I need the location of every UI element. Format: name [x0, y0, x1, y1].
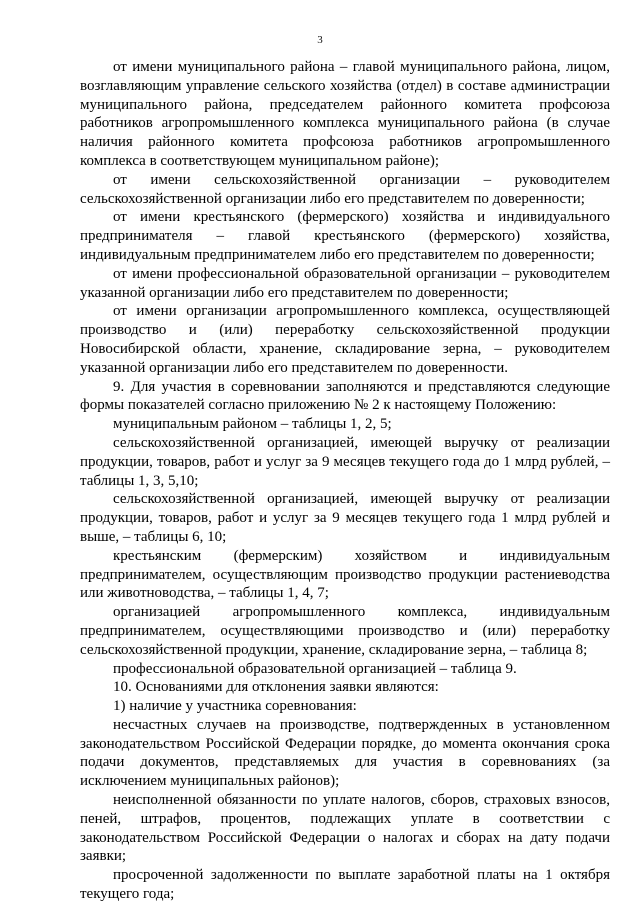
paragraph: неисполненной обязанности по уплате налогов, сборов, страховых взносов, пеней, штрафов, процентов, подлежащих уплате в соответствии с законодательством Российской Федерации о налогах и сборах на дату подачи заявки;: [80, 792, 610, 865]
paragraph: от имени организации агропромышленного комплекса, осуществляющей производство и (или) переработку сельскохозяйственной продукции Новосибирской области, хранение, складирование зерна, – руководителем указанной организации либо его представителем по доверенности.: [80, 303, 610, 376]
paragraph: от имени крестьянского (фермерского) хозяйства и индивидуального предпринимателя – главой крестьянского (фермерского) хозяйства, индивидуальным предпринимателем либо его представителем по доверенности;: [80, 209, 610, 263]
paragraph: просроченной задолженности по выплате заработной платы на 1 октября текущего года;: [80, 867, 610, 903]
paragraph: от имени сельскохозяйственной организации – руководителем сельскохозяйственной организации либо его представителем по доверенности;: [80, 171, 610, 207]
paragraph: 9. Для участия в соревновании заполняются и представляются следующие формы показателей согласно приложению № 2 к настоящему Положению:: [80, 378, 610, 414]
paragraph: 10. Основаниями для отклонения заявки являются:: [113, 679, 439, 696]
paragraph: сельскохозяйственной организацией, имеющей выручку от реализации продукции, товаров, работ и услуг за 9 месяцев текущего года 1 млрд рублей и выше, – таблицы 6, 10;: [80, 491, 610, 545]
paragraph: крестьянским (фермерским) хозяйством и индивидуальным предпринимателем, осуществляющим производство продукции растениеводства или животноводства, – таблицы 1, 4, 7;: [80, 547, 610, 602]
page-number: 3: [317, 34, 323, 46]
paragraph: организацией агропромышленного комплекса, индивидуальным предпринимателем, осуществляющими производство и (или) переработку сельскохозяйственной продукции, хранение, складирование зерна, – таблица 8;: [80, 604, 610, 658]
paragraph: от имени муниципального района – главой муниципального района, лицом, возглавляющим управление сельского хозяйства (отдел) в составе администрации муниципального района, председателем районного комитета профсоюза работников агропромышленного комплекса муниципального района (в случае наличия районного комитета профсоюза работников агропромышленного комплекса в соответствующем муниципальном районе);: [80, 59, 610, 169]
paragraph: сельскохозяйственной организацией, имеющей выручку от реализации продукции, товаров, работ и услуг за 9 месяцев текущего года до 1 млрд рублей, – таблицы 1, 3, 5,10;: [80, 434, 610, 489]
document-body: [80, 58, 610, 904]
paragraph: несчастных случаев на производстве, подтвержденных в установленном законодательством Российской Федерации порядке, до момента окончания срока подачи документов, представляемых для участия в соревнованиях (за исключением муниципальных районов);: [80, 716, 610, 790]
paragraph: от имени профессиональной образовательной организации – руководителем указанной организации либо его представителем по доверенности;: [80, 265, 610, 301]
paragraph: муниципальным районом – таблицы 1, 2, 5;: [113, 416, 392, 433]
paragraph: 1) наличие у участника соревнования:: [113, 698, 357, 715]
paragraph: профессиональной образовательной организацией – таблица 9.: [113, 660, 517, 677]
